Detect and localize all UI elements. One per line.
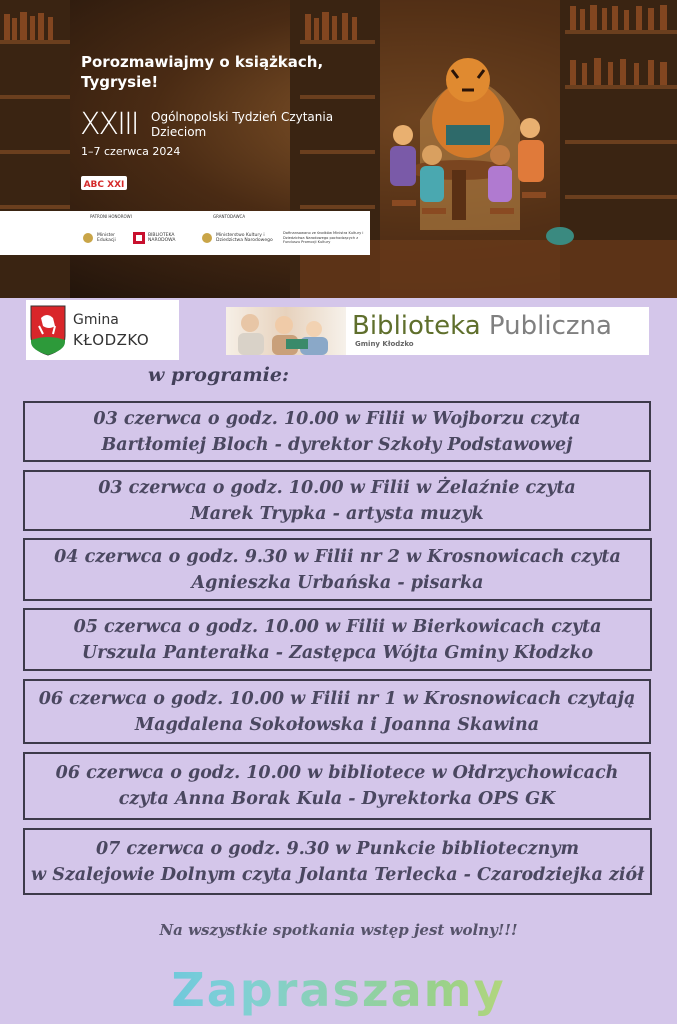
program-event xyxy=(23,828,652,895)
funding-note xyxy=(283,229,367,247)
event-line1: 05 czerwca o godz. 10.00 w Filii w Bierkowicach czyta xyxy=(73,616,602,637)
event-line1: 06 czerwca o godz. 10.00 w bibliotece w Ołdrzychowicach xyxy=(55,763,619,783)
gmina-klodzko-logo xyxy=(26,300,179,360)
patron-minister-education xyxy=(82,229,130,247)
event-line1: 07 czerwca o godz. 9.30 w Punkcie bibliotecznym xyxy=(95,838,580,859)
event-line1: 04 czerwca o godz. 9.30 w Filii nr 2 w Krosnowicach czyta xyxy=(54,546,621,567)
event-line2: Bartłomiej Bloch - dyrektor Szkoły Podstawowej xyxy=(101,434,573,455)
library-photo xyxy=(226,307,346,355)
national-library-icon xyxy=(133,232,145,244)
event-line2: Marek Trypka - artysta muzyk xyxy=(190,503,484,524)
event-banner xyxy=(0,0,677,298)
gmina-name xyxy=(73,310,149,350)
eagle-icon xyxy=(201,232,213,244)
patron-label: Ministerstwo Kultury i Dziedzictwa Narodowego xyxy=(216,233,273,243)
abc-logo-text: ABC XXI xyxy=(83,180,125,190)
event-line1: 03 czerwca o godz. 10.00 w Filii w Żelaźnie czyta xyxy=(98,477,576,498)
patron-national-library xyxy=(133,229,185,247)
gmina-line1: Gmina xyxy=(73,312,119,328)
program-event xyxy=(23,608,652,671)
program-event xyxy=(23,538,652,601)
library-name-second: Publiczna xyxy=(488,311,612,341)
event-line2: w Szalejowie Dolnym czyta Jolanta Terlecka - Czarodziejka ziół xyxy=(31,864,644,885)
public-library-logo xyxy=(226,307,649,355)
program-event xyxy=(23,470,651,531)
patrons-heading: PATRONI HONOROWI xyxy=(90,214,132,219)
program-heading: w programie: xyxy=(148,364,289,386)
gmina-line2: KŁODZKO xyxy=(73,331,150,349)
banner-title: Porozmawiajmy o książkach, Tygrysie! xyxy=(81,53,324,91)
grant-heading: GRANTODAWCA xyxy=(213,214,246,219)
event-line2: Agnieszka Urbańska - pisarka xyxy=(191,572,484,593)
program-event xyxy=(23,679,651,744)
invitation-text: Zapraszamy xyxy=(0,958,677,1022)
abc-xxi-logo xyxy=(81,176,127,194)
funding-label: Dofinansowano ze środków Ministra Kultury i Dziedzictwa Narodowego pochodzących z Funduszu Promocji Kultury xyxy=(283,231,364,245)
event-line1: 03 czerwca o godz. 10.00 w Filii w Wojborzu czyta xyxy=(93,408,581,429)
library-name xyxy=(352,310,612,342)
patron-label: Minister Edukacji xyxy=(97,233,116,243)
library-subtitle: Gminy Kłodzko xyxy=(355,340,414,348)
patron-ministry-culture xyxy=(201,229,273,247)
edition-number: XXIII xyxy=(80,107,138,142)
library-name-first: Biblioteka xyxy=(352,311,481,341)
coat-of-arms-icon xyxy=(29,304,67,356)
event-line1: 06 czerwca o godz. 10.00 w Filii nr 1 w Krosnowicach czytają xyxy=(38,688,636,709)
patrons-strip xyxy=(0,211,370,255)
patron-label: BIBLIOTEKA NARODOWA xyxy=(148,233,176,243)
readers-photo xyxy=(226,307,346,355)
program-event xyxy=(23,401,651,462)
event-line2: Urszula Panterałka - Zastępca Wójta Gminy Kłodzko xyxy=(81,642,594,663)
program-event xyxy=(23,752,651,820)
event-line2: Magdalena Sokołowska i Joanna Skawina xyxy=(134,714,540,735)
eagle-icon xyxy=(82,232,94,244)
free-entry-note: Na wszystkie spotkania wstęp jest wolny!!! xyxy=(159,921,518,939)
event-line2: czyta Anna Borak Kula - Dyrektorka OPS GK xyxy=(118,789,556,809)
campaign-name: Ogólnopolski Tydzień Czytania Dzieciom xyxy=(151,110,334,139)
campaign-dates: 1–7 czerwca 2024 xyxy=(81,145,181,158)
